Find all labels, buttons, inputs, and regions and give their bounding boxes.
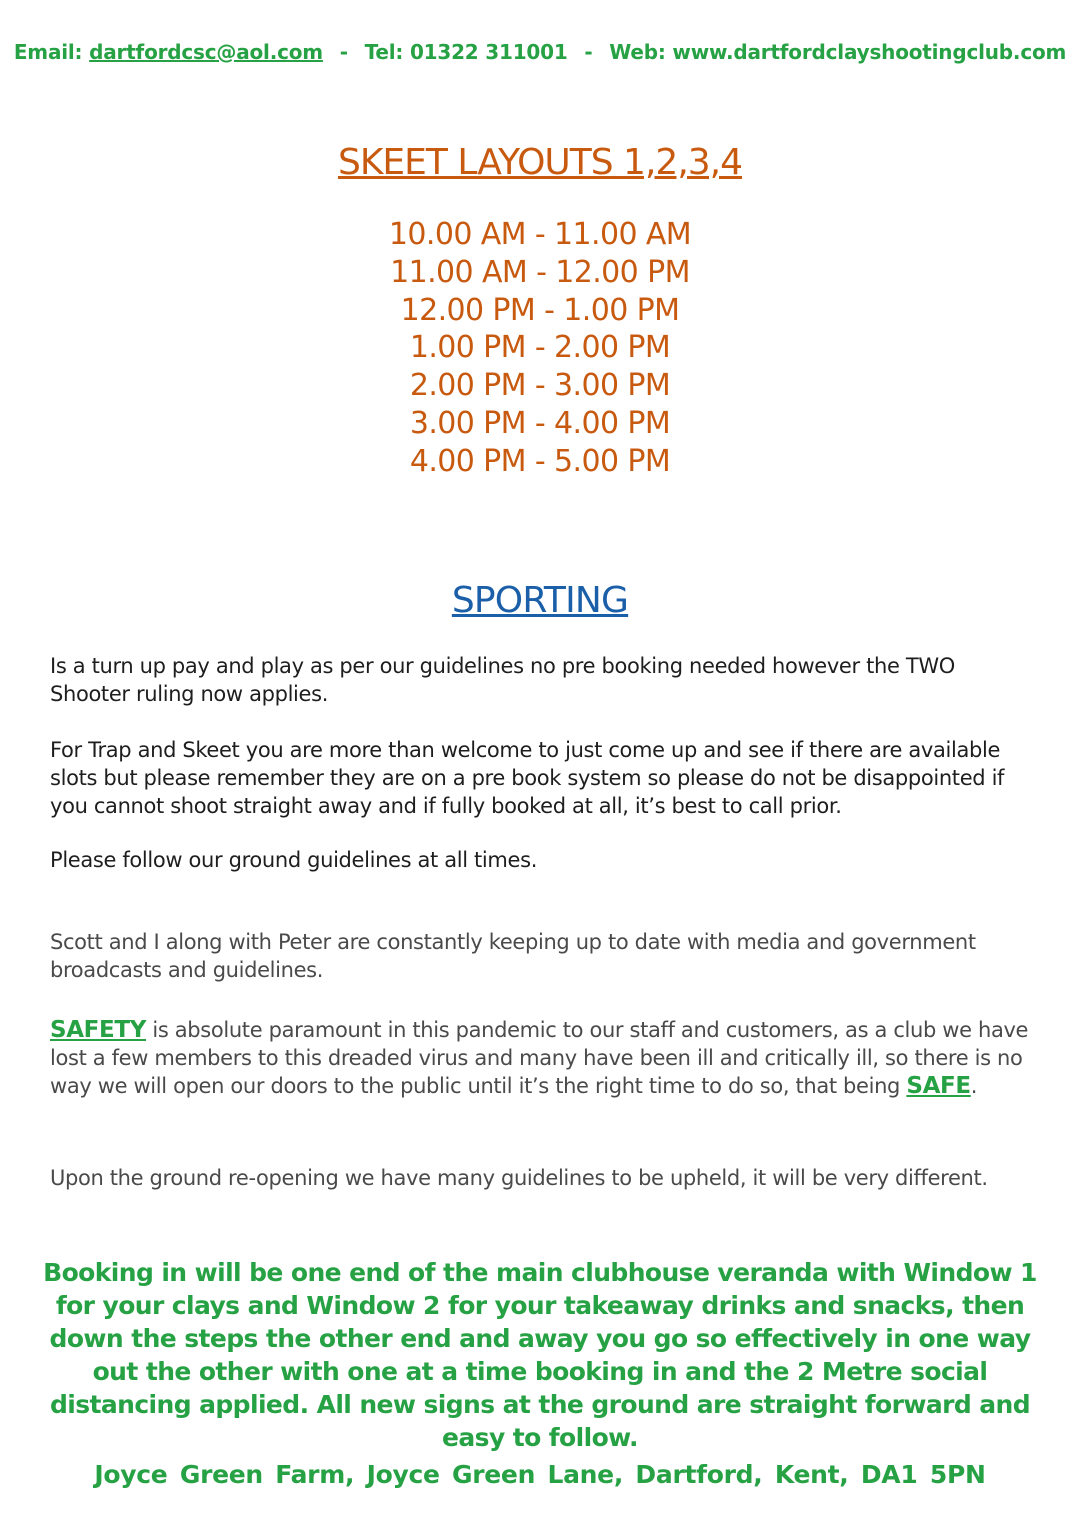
separator: - <box>339 40 348 64</box>
time-slot: 1.00 PM - 2.00 PM <box>409 330 671 366</box>
skeet-times-list <box>0 216 1080 481</box>
reopening-paragraph: Upon the ground re-opening we have many guidelines to be upheld, it will be very different. <box>50 1166 988 1190</box>
skeet-title: SKEET LAYOUTS 1,2,3,4 <box>337 142 743 183</box>
booking-instructions: Booking in will be one end of the main clubhouse veranda with Window 1 for your clays and Window 2 for your takeaway drinks and snacks, then down the steps the other end and away you go so effectively in one way out the other with one at a time booking in and the 2 Metre social distancing applied. All new signs at the ground are straight forward and easy to follow. <box>43 1258 1037 1452</box>
sporting-paragraph-3: Please follow our ground guidelines at all times. <box>50 848 538 872</box>
time-slot: 3.00 PM - 4.00 PM <box>409 405 671 441</box>
safety-text: is absolute paramount in this pandemic to our staff and customers, as a club we have lost a few members to this dreaded virus and many have been ill and critically ill, so there is no way we will open our doors to the public until it’s the right time to do so, that being <box>50 1018 1029 1098</box>
email-link[interactable]: dartfordcsc@aol.com <box>89 40 323 64</box>
safety-highlight: SAFETY <box>50 1017 147 1043</box>
sporting-paragraph-2: For Trap and Skeet you are more than welcome to just come up and see if there are available slots but please remember they are on a pre book system so please do not be disappointed if you cannot shoot straight away and if fully booked at all, it’s best to call prior. <box>50 738 1005 818</box>
safety-paragraph <box>50 1016 1035 1100</box>
address: Joyce Green Farm, Joyce Green Lane, Dartford, Kent, DA1 5PN <box>94 1460 986 1489</box>
update-paragraph: Scott and I along with Peter are constantly keeping up to date with media and government broadcasts and guidelines. <box>50 930 976 982</box>
contact-bar <box>0 40 1080 64</box>
time-slot: 12.00 PM - 1.00 PM <box>400 292 680 328</box>
telephone: Tel: 01322 311001 <box>364 40 568 64</box>
time-slot: 2.00 PM - 3.00 PM <box>409 368 671 404</box>
time-slot: 4.00 PM - 5.00 PM <box>409 443 671 479</box>
sporting-paragraph-1: Is a turn up pay and play as per our guidelines no pre booking needed however the TWO Shooter ruling now applies. <box>50 654 955 706</box>
safe-highlight: SAFE <box>906 1073 971 1099</box>
safety-end: . <box>970 1074 978 1098</box>
sporting-title: SPORTING <box>451 580 629 621</box>
separator: - <box>584 40 593 64</box>
time-slot: 10.00 AM - 11.00 AM <box>388 217 692 252</box>
time-slot: 11.00 AM - 12.00 PM <box>390 254 690 290</box>
email-label: Email: <box>13 40 83 64</box>
website: Web: www.dartfordclayshootingclub.com <box>609 40 1067 64</box>
